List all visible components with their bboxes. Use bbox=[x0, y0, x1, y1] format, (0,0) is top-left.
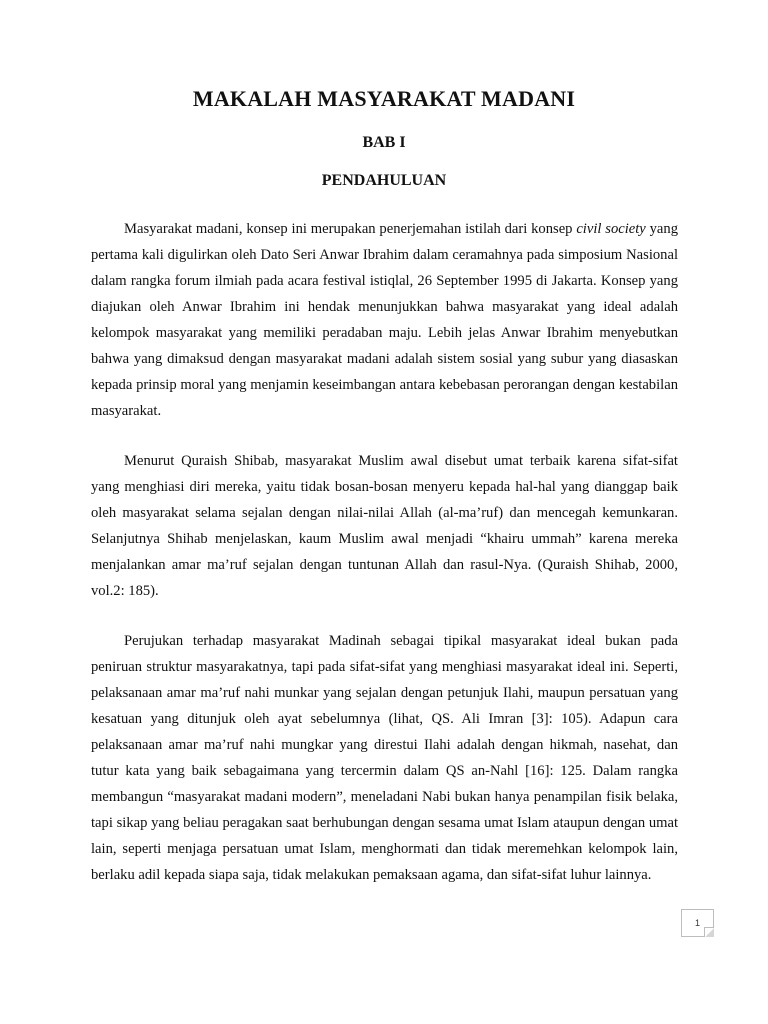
page-number: 1 bbox=[694, 918, 700, 928]
document-body bbox=[91, 216, 678, 912]
paragraph-1-start: Masyarakat madani, konsep ini merupakan penerjemahan istilah dari konsep bbox=[124, 221, 577, 237]
document-title: MAKALAH MASYARAKAT MADANI bbox=[192, 86, 576, 111]
paragraph-1 bbox=[91, 216, 678, 424]
chapter-heading: BAB I bbox=[362, 134, 406, 151]
page-curl-icon bbox=[704, 927, 714, 937]
paragraph-1-rest: yang pertama kali digulirkan oleh Dato Seri Anwar Ibrahim dalam ceramahnya pada simposium Nasional dalam rangka forum ilmiah pada acara festival istiqlal, 26 September 1995 di Jakarta. Konsep yang diajukan oleh Anwar Ibrahim ini hendak menunjukkan bahwa masyarakat yang ideal adalah kelompok masyarakat yang memiliki peradaban maju. Lebih jelas Anwar Ibrahim menyebutkan bahwa yang dimaksud dengan masyarakat madani adalah sistem sosial yang subur yang diasaskan kepada prinsip moral yang menjamin keseimbangan antara kebebasan perorangan dengan kestabilan masyarakat. bbox=[91, 221, 678, 419]
section-heading: PENDAHULUAN bbox=[321, 172, 447, 189]
paragraph-1-italic-term: civil society bbox=[576, 221, 646, 237]
paragraph-3: Perujukan terhadap masyarakat Madinah sebagai tipikal masyarakat ideal bukan pada peniruan struktur masyarakatnya, tapi pada sifat-sifat yang menghiasi masyarakat ideal ini. Seperti, pelaksanaan amar ma’ruf nahi munkar yang sejalan dengan petunjuk Ilahi, maupun persatuan yang kesatuan yang ditunjuk oleh ayat sebelumnya (lihat, QS. Ali Imran [3]: 105). Adapun cara pelaksanaan amar ma’ruf nahi mungkar yang direstui Ilahi adalah dengan hikmah, nasehat, dan tutur kata yang baik sebagaimana yang tercermin dalam QS an-Nahl [16]: 125. Dalam rangka membangun “masyarakat madani modern”, meneladani Nabi bukan hanya penampilan fisik belaka, tapi sikap yang beliau peragakan saat berhubungan dengan sesama umat Islam ataupun dengan umat lain, seperti menjaga persatuan umat Islam, menghormati dan tidak meremehkan kelompok lain, berlaku adil kepada siapa saja, tidak melakukan pemaksaan agama, dan sifat-sifat luhur lainnya. bbox=[91, 633, 678, 883]
paragraph-2: Menurut Quraish Shibab, masyarakat Muslim awal disebut umat terbaik karena sifat-sifat yang menghiasi diri mereka, yaitu tidak bosan-bosan menyeru kepada hal-hal yang dianggap baik oleh masyarakat selama sejalan dengan nilai-nilai Allah (al-ma’ruf) dan mencegah kemunkaran. Selanjutnya Shihab menjelaskan, kaum Muslim awal menjadi “khairu ummah” karena mereka menjalankan amar ma’ruf sejalan dengan tuntunan Allah dan rasul-Nya. (Quraish Shihab, 2000, vol.2: 185). bbox=[91, 453, 678, 599]
page-number-box bbox=[681, 909, 714, 937]
